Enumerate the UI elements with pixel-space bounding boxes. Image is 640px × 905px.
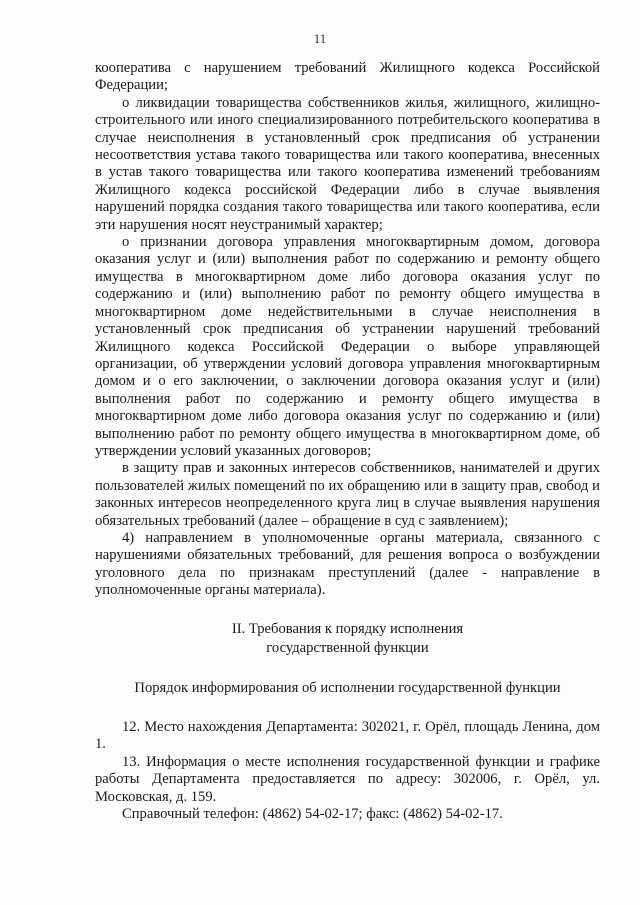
section-title [95,620,600,658]
section-title-line2: государственной функции [266,639,429,656]
subsection-title: Порядок информирования об исполнении государственной функции [134,679,561,696]
page-number: 11 [313,31,327,46]
paragraph-criminal-referral: 4) направлением в уполномоченные органы материала, связанного с нарушениями обязательных требований, для решения вопроса о возбуждении уголовного дела по признакам преступлений (далее - направление в уполномоченные органы материала). [95,529,600,599]
document-body [95,60,600,823]
paragraph-contract-invalidation: о признании договора управления многоквартирным домом, договора оказания услуг и (или) выполнения работ по содержанию и ремонту общего имущества в многоквартирном доме либо договора оказания услуг по содержанию и (или) выполнению работ по ремонту общего имущества в многоквартирном доме недействительными в случае неисполнения в установленный срок предписания об устранении нарушений требований Жилищного кодекса Российской Федерации о выборе управляющей организации, об утверждении условий договора управления многоквартирным домом и о его заключении, о заключении договора оказания услуг и (или) выполнения работ по содержанию и ремонту общего имущества в многоквартирном доме либо договора оказания услуг по содержанию и (или) выполнению работ по ремонту общего имущества в многоквартирном доме, об утверждении условий указанных договоров; [95,234,600,459]
paragraph-rights-protection: в защиту прав и законных интересов собственников, нанимателей и других пользователей жилых помещений по их обращению или в защиту прав, свобод и законных интересов неопределенного круга лиц в случае выявления нарушения обязательных требований (далее – обращение в суд с заявлением); [95,460,600,529]
paragraph-cooperative-violation: кооператива с нарушением требований Жилищного кодекса Российской Федерации; [95,60,600,94]
section-title-line1: II. Требования к порядку исполнения [231,620,464,637]
paragraph-liquidation: о ликвидации товарищества собственников жилья, жилищного, жилищно-строительного или иного специализированного потребительского кооператива в случае неисполнения в установленный срок предписания об устранении несоответствия устава такого товарищества или такого кооператива, внесенных в устав такого товарищества или такого кооператива изменений требованиям Жилищного кодекса российской Федерации либо в случае выявления нарушений порядка создания такого товарищества или такого кооператива, если эти нарушения носят неустранимый характер; [95,94,600,233]
item-12-location: 12. Место нахождения Департамента: 302021, г. Орёл, площадь Ленина, дом 1. [95,719,600,753]
phone-fax-line: Справочный телефон: (4862) 54-02-17; факс: (4862) 54-02-17. [122,806,503,823]
item-13-information: 13. Информация о месте исполнения государственной функции и графике работы Департамента предоставляется по адресу: 302006, г. Орёл, ул. Московская, д. 159. [95,753,600,805]
